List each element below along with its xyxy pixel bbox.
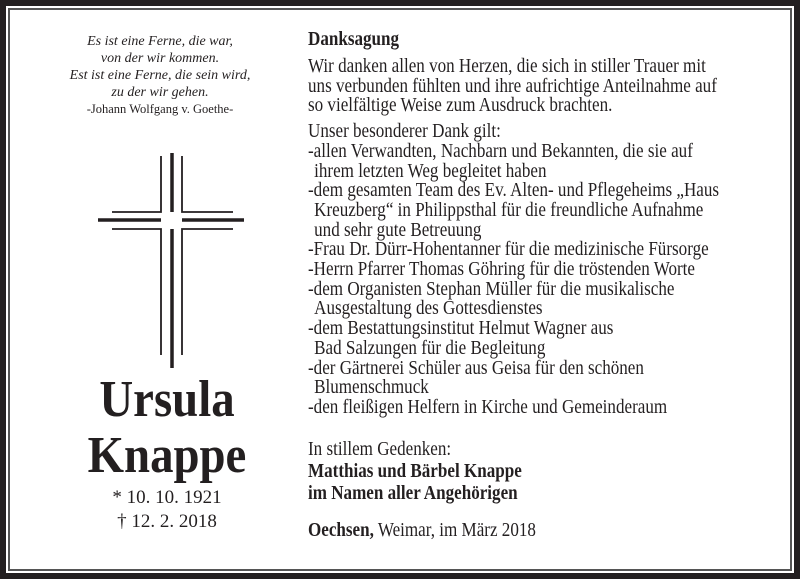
thanks-item: -dem gesamten Team des Ev. Alten- und Pflegeheims „Haus [308,180,720,202]
intro-line: uns verbunden fühlten und ihre aufrichtige Anteilnahme auf [308,75,717,97]
quote-line: Est ist eine Ferne, die sein wird, [69,68,251,83]
last-name: Knappe [87,427,247,484]
death-date: † 12. 2. 2018 [117,511,217,532]
first-name: Ursula [99,371,235,428]
signer-line: im Namen aller Angehörigen [308,482,518,504]
thanks-heading: Danksagung [308,29,400,50]
thanks-item: -allen Verwandten, Nachbarn und Bekannten, die sie auf [308,140,693,162]
thanks-text [308,29,772,540]
quote-attribution: -Johann Wolfgang v. Goethe- [86,102,234,116]
birth-date: * 10. 10. 1921 [112,487,222,508]
thanks-item-cont: Kreuzberg“ in Philippsthal für die freundliche Aufnahme [314,199,704,221]
thanks-item-cont: und sehr gute Betreuung [314,219,482,241]
thanks-item-cont: Ausgestaltung des Gottesdienstes [314,298,543,320]
cross-icon [0,0,300,380]
place-name: Oechsen, [308,519,374,541]
intro-line: so vielfältige Weise zum Ausdruck brachten. [308,95,613,117]
thanks-item: -dem Organisten Stephan Müller für die musikalische [308,278,675,300]
memory-line: In stillem Gedenken: [308,438,452,460]
quote-line: von der wir kommen. [100,51,220,66]
thanks-item-cont: Bad Salzungen für die Begleitung [314,337,546,359]
thanks-item-cont: Blumenschmuck [314,377,429,399]
quote-line: Es ist eine Ferne, die war, [87,34,233,49]
thanks-item-cont: ihrem letzten Weg begleitet haben [314,160,547,182]
signer-line: Matthias und Bärbel Knappe [308,460,522,482]
thanks-item: -den fleißigen Helfern in Kirche und Gemeinderaum [308,396,668,418]
place-date [308,521,772,541]
thanks-item: -dem Bestattungsinstitut Helmut Wagner aus [308,318,614,340]
quote-line: zu der wir gehen. [111,85,209,100]
special-heading: Unser besonderer Dank gilt: [308,121,501,143]
thanks-item: -Herrn Pfarrer Thomas Göhring für die tröstenden Worte [308,259,696,281]
thanks-item: -der Gärtnerei Schüler aus Geisa für den schönen [308,357,644,379]
intro-line: Wir danken allen von Herzen, die sich in stiller Trauer mit [308,56,706,77]
place-date-rest: Weimar, im März 2018 [373,519,536,541]
thanks-item: -Frau Dr. Dürr-Hohentanner für die medizinische Fürsorge [308,239,709,261]
